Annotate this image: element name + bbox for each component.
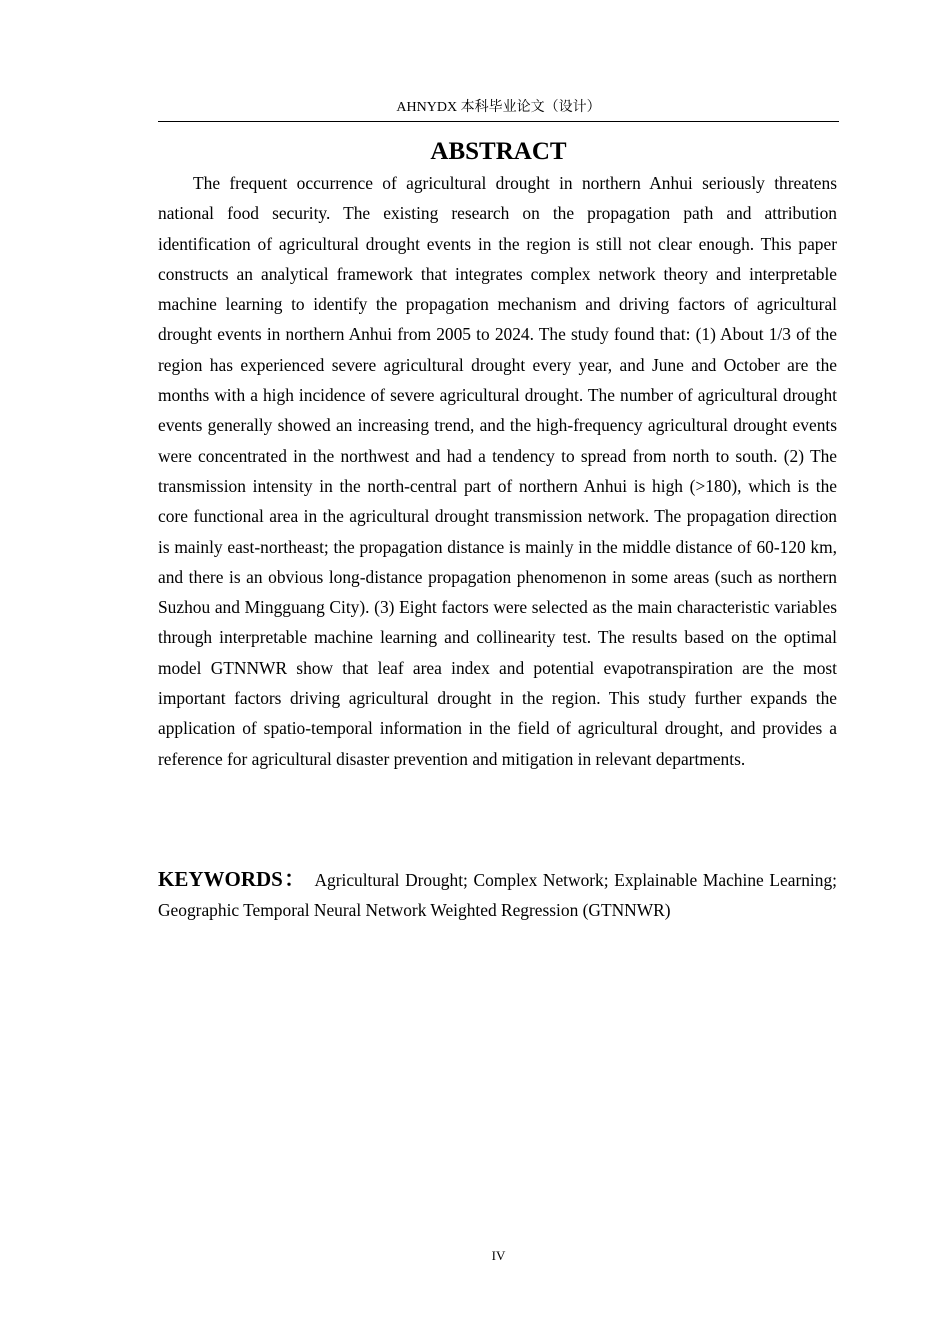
keywords-text: Agricultural Drought; Complex Network; Explainable Machine Learning; Geographic Temporal Neural Network Weighted Regression (GTNNWR) [158,870,837,921]
abstract-body: The frequent occurrence of agricultural drought in northern Anhui seriously threatens national food security. The existing research on the propagation path and attribution identification of agricultural drought events in the region is still not clear enough. This paper constructs an analytical framework that integrates complex network theory and interpretable machine learning to identify the propagation mechanism and driving factors of agricultural drought events in northern Anhui from 2005 to 2024. The study found that: (1) About 1/3 of the region has experienced severe agricultural drought every year, and June and October are the months with a high incidence of severe agricultural drought. The number of agricultural drought events generally showed an increasing trend, and the high-frequency agricultural drought events were concentrated in the northwest and had a tendency to spread from north to south. (2) The transmission intensity in the north-central part of northern Anhui is high (>180), which is the core functional area in the agricultural drought transmission network. The propagation direction is mainly east-northeast; the propagation distance is mainly in the middle distance of 60-120 km, and there is an obvious long-distance propagation phenomenon in some areas (such as northern Suzhou and Mingguang City). (3) Eight factors were selected as the main characteristic variables through interpretable machine learning and collinearity test. The results based on the optimal model GTNNWR show that leaf area index and potential evapotranspiration are the most important factors driving agricultural drought in the region. This study further expands the application of spatio-temporal information in the field of agricultural drought, and provides a reference for agricultural disaster prevention and mitigation in relevant departments. [158,173,837,769]
abstract-title: ABSTRACT [430,138,567,165]
keywords-paragraph [158,864,837,926]
running-header [158,97,839,122]
keywords-label: KEYWORDS [158,867,283,891]
header-text: AHNYDX 本科毕业论文（设计） [396,100,601,115]
keywords-colon: ： [282,867,307,891]
page-number: IV [491,1248,506,1263]
